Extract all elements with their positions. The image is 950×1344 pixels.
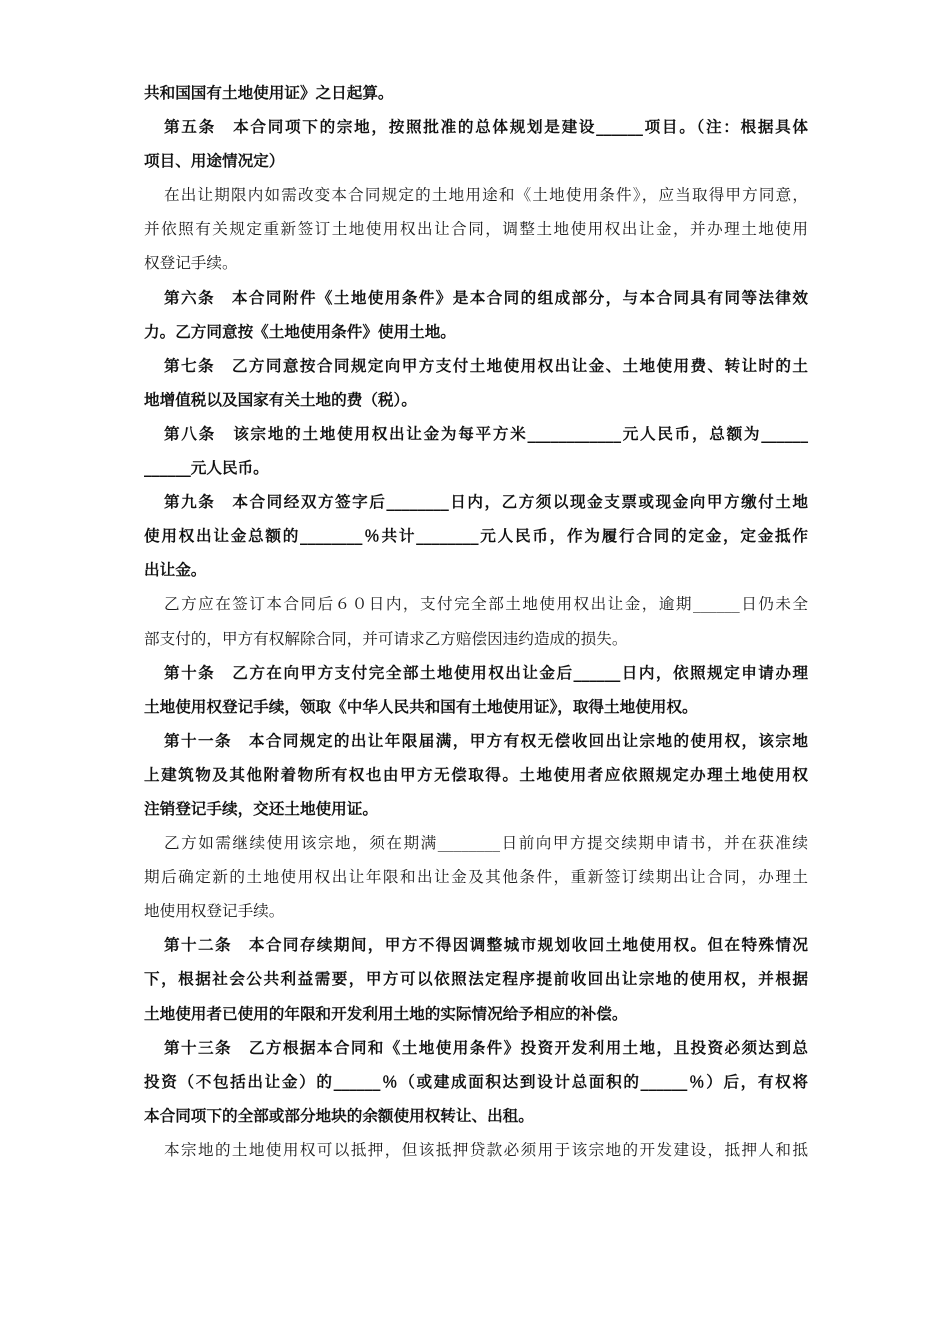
text-line: 部支付的，甲方有权解除合同，并可请求乙方赔偿因违约造成的损失。	[144, 629, 628, 648]
text-line: 使用权出让金总额的________％共计________元人民币，作为履行合同的定金，定金抵作	[144, 526, 808, 546]
text-line: 乙方如需继续使用该宗地，须在期满________日前向甲方提交续期申请书，并在获准续	[164, 834, 808, 853]
text-line: 本合同项下的全部或部分地块的余额使用权转让、出租。	[144, 1105, 534, 1125]
text-line: 第七条 乙方同意按合同规定向甲方支付土地使用权出让金、土地使用费、转让时的土	[164, 355, 808, 375]
text-line: 权登记手续。	[144, 254, 238, 273]
text-line: ______元人民币。	[144, 458, 269, 478]
text-line: 乙方应在签订本合同后６０日内，支付完全部土地使用权出让金，逾期______日仍未全	[164, 595, 808, 614]
text-line: 注销登记手续，交还土地使用证。	[144, 798, 378, 818]
text-line: 第十二条 本合同存续期间，甲方不得因调整城市规划收回土地使用权。但在特殊情况	[164, 935, 808, 955]
text-line: 第十三条 乙方根据本合同和《土地使用条件》投资开发利用土地，且投资必须达到总	[164, 1037, 808, 1057]
text-line: 第五条 本合同项下的宗地，按照批准的总体规划是建设______项目。（注：根据具体	[164, 117, 808, 137]
text-line: 期后确定新的土地使用权出让年限和出让金及其他条件，重新签订续期出让合同，办理土	[144, 868, 808, 887]
text-line: 第九条 本合同经双方签字后________日内，乙方须以现金支票或现金向甲方缴付土地	[164, 492, 808, 512]
text-line: 下，根据社会公共利益需要，甲方可以依照法定程序提前收回出让宗地的使用权，并根据	[144, 969, 808, 989]
text-line: 项目、用途情况定）	[144, 151, 285, 171]
text-line: 本宗地的土地使用权可以抵押，但该抵押贷款必须用于该宗地的开发建设，抵押人和抵	[164, 1140, 808, 1159]
text-line: 共和国国有土地使用证》之日起算。	[144, 83, 394, 102]
text-line: 土地使用者已使用的年限和开发利用土地的实际情况给予相应的补偿。	[144, 1003, 628, 1023]
text-line: 上建筑物及其他附着物所有权也由甲方无偿取得。土地使用者应依照规定办理土地使用权	[144, 764, 808, 784]
text-line: 地使用权登记手续。	[144, 902, 285, 921]
text-line: 力。乙方同意按《土地使用条件》使用土地。	[144, 321, 456, 341]
text-line: 第十条 乙方在向甲方支付完全部土地使用权出让金后______日内，依照规定申请办理	[164, 662, 808, 682]
document-page	[144, 76, 808, 1167]
text-line: 第六条 本合同附件《土地使用条件》是本合同的组成部分，与本合同具有同等法律效	[164, 287, 808, 307]
text-line: 出让金。	[144, 560, 207, 580]
text-line: 投资（不包括出让金）的______％（或建成面积达到设计总面积的______％）后，有权将	[144, 1071, 808, 1091]
text-line: 第八条 该宗地的土地使用权出让金为每平方米____________元人民币，总额为______	[164, 423, 808, 443]
text-line: 在出让期限内如需改变本合同规定的土地用途和《土地使用条件》，应当取得甲方同意，	[164, 186, 808, 205]
text-line: 第十一条 本合同规定的出让年限届满，甲方有权无偿收回出让宗地的使用权，该宗地	[164, 730, 808, 750]
text-line: 土地使用权登记手续，领取《中华人民共和国有土地使用证》，取得土地使用权。	[144, 696, 698, 716]
text-line: 并依照有关规定重新签订土地使用权出让合同，调整土地使用权出让金，并办理土地使用	[144, 220, 808, 239]
text-line: 地增值税以及国家有关土地的费（税）。	[144, 389, 417, 409]
